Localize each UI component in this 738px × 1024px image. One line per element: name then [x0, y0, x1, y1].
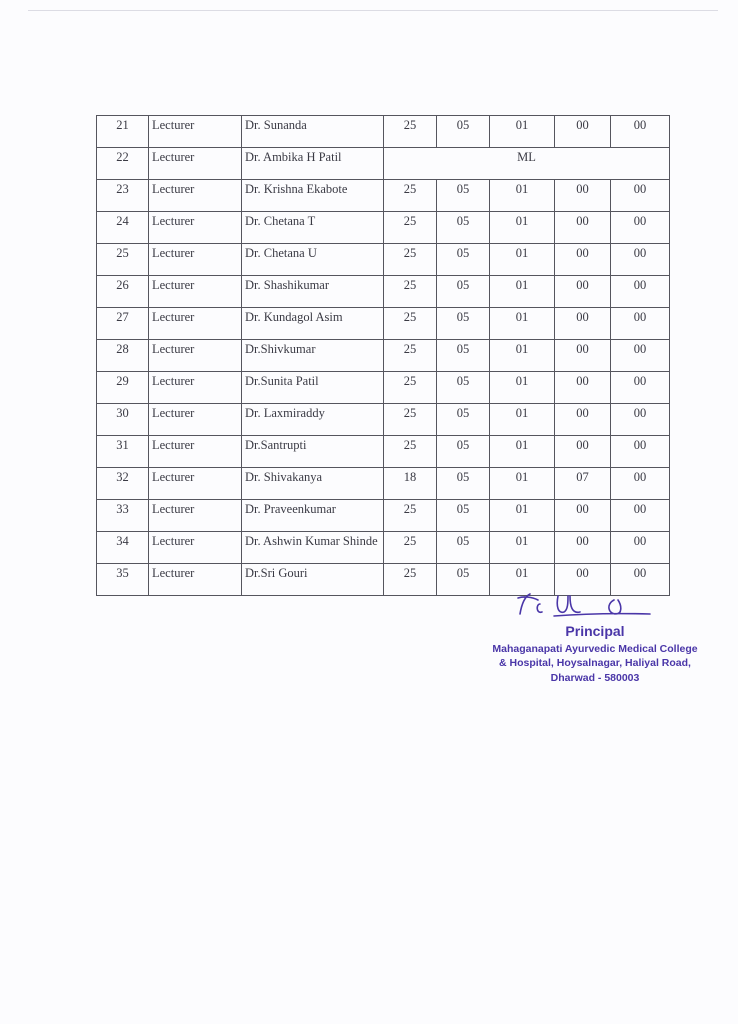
value-cell-2: 05 — [437, 276, 490, 308]
designation-cell: Lecturer — [149, 148, 242, 180]
value-cell-3: 01 — [490, 468, 555, 500]
stamp-line-3: Dharwad - 580003 — [550, 672, 640, 684]
value-cell-5: 00 — [611, 564, 670, 596]
name-cell: Dr. Praveenkumar — [242, 500, 384, 532]
table-row — [97, 212, 670, 244]
table-row — [97, 180, 670, 212]
name-cell: Dr.Santrupti — [242, 436, 384, 468]
value-cell-5: 00 — [611, 244, 670, 276]
value-cell-3: 01 — [490, 532, 555, 564]
serial-number: 33 — [97, 500, 149, 532]
value-cell-3: 01 — [490, 404, 555, 436]
value-cell-3: 01 — [490, 244, 555, 276]
stamp-line-1: Mahaganapati Ayurvedic Medical College — [492, 643, 698, 655]
value-cell-1: 25 — [384, 308, 437, 340]
value-cell-3: 01 — [490, 436, 555, 468]
value-cell-1: 25 — [384, 180, 437, 212]
value-cell-4: 00 — [555, 116, 611, 148]
stamp-line-2: & Hospital, Hoysalnagar, Haliyal Road, — [499, 657, 691, 669]
signature-icon — [510, 588, 660, 622]
value-cell-1: 25 — [384, 436, 437, 468]
value-cell-4: 00 — [555, 244, 611, 276]
value-cell-5: 00 — [611, 532, 670, 564]
name-cell: Dr. Shashikumar — [242, 276, 384, 308]
value-cell-5: 00 — [611, 500, 670, 532]
value-cell-4: 07 — [555, 468, 611, 500]
designation-cell: Lecturer — [149, 116, 242, 148]
name-cell: Dr. Chetana U — [242, 244, 384, 276]
value-cell-4: 00 — [555, 372, 611, 404]
designation-cell: Lecturer — [149, 308, 242, 340]
designation-cell: Lecturer — [149, 500, 242, 532]
table-row — [97, 340, 670, 372]
designation-cell: Lecturer — [149, 436, 242, 468]
value-cell-4: 00 — [555, 180, 611, 212]
name-cell: Dr.Shivkumar — [242, 340, 384, 372]
value-cell-5: 00 — [611, 468, 670, 500]
serial-number: 27 — [97, 308, 149, 340]
name-cell: Dr. Chetana T — [242, 212, 384, 244]
value-cell-1: 25 — [384, 244, 437, 276]
value-cell-5: 00 — [611, 404, 670, 436]
value-cell-2: 05 — [437, 340, 490, 372]
name-cell: Dr.Sunita Patil — [242, 372, 384, 404]
value-cell-3: 01 — [490, 308, 555, 340]
value-cell-4: 00 — [555, 564, 611, 596]
value-cell-2: 05 — [437, 564, 490, 596]
value-cell-2: 05 — [437, 500, 490, 532]
designation-cell: Lecturer — [149, 244, 242, 276]
name-cell: Dr. Ashwin Kumar Shinde — [242, 532, 384, 564]
designation-cell: Lecturer — [149, 532, 242, 564]
serial-number: 29 — [97, 372, 149, 404]
name-cell: Dr. Laxmiraddy — [242, 404, 384, 436]
value-cell-3: 01 — [490, 372, 555, 404]
table-row — [97, 148, 670, 180]
serial-number: 34 — [97, 532, 149, 564]
table-row — [97, 308, 670, 340]
value-cell-3: 01 — [490, 116, 555, 148]
value-cell-1: 25 — [384, 532, 437, 564]
table-row — [97, 532, 670, 564]
value-cell-2: 05 — [437, 244, 490, 276]
value-cell-2: 05 — [437, 532, 490, 564]
value-cell-4: 00 — [555, 308, 611, 340]
table-row — [97, 372, 670, 404]
serial-number: 26 — [97, 276, 149, 308]
value-cell-2: 05 — [437, 180, 490, 212]
value-cell-2: 05 — [437, 372, 490, 404]
value-cell-1: 18 — [384, 468, 437, 500]
value-cell-2: 05 — [437, 308, 490, 340]
table-row — [97, 116, 670, 148]
serial-number: 31 — [97, 436, 149, 468]
value-cell-1: 25 — [384, 372, 437, 404]
name-cell: Dr.Sri Gouri — [242, 564, 384, 596]
value-cell-5: 00 — [611, 212, 670, 244]
name-cell: Dr. Shivakanya — [242, 468, 384, 500]
value-cell-2: 05 — [437, 116, 490, 148]
value-cell-4: 00 — [555, 436, 611, 468]
table-row — [97, 244, 670, 276]
value-cell-3: 01 — [490, 564, 555, 596]
value-cell-5: 00 — [611, 436, 670, 468]
leave-status-cell: ML — [384, 148, 670, 180]
value-cell-3: 01 — [490, 340, 555, 372]
staff-table — [96, 115, 670, 596]
designation-cell: Lecturer — [149, 340, 242, 372]
value-cell-5: 00 — [611, 340, 670, 372]
value-cell-4: 00 — [555, 500, 611, 532]
value-cell-3: 01 — [490, 276, 555, 308]
table-row — [97, 436, 670, 468]
name-cell: Dr. Sunanda — [242, 116, 384, 148]
value-cell-1: 25 — [384, 276, 437, 308]
value-cell-5: 00 — [611, 308, 670, 340]
designation-cell: Lecturer — [149, 212, 242, 244]
serial-number: 28 — [97, 340, 149, 372]
table-row — [97, 500, 670, 532]
serial-number: 25 — [97, 244, 149, 276]
value-cell-3: 01 — [490, 180, 555, 212]
serial-number: 21 — [97, 116, 149, 148]
table-row — [97, 276, 670, 308]
value-cell-4: 00 — [555, 276, 611, 308]
designation-cell: Lecturer — [149, 180, 242, 212]
value-cell-2: 05 — [437, 212, 490, 244]
serial-number: 30 — [97, 404, 149, 436]
value-cell-1: 25 — [384, 212, 437, 244]
serial-number: 35 — [97, 564, 149, 596]
value-cell-1: 25 — [384, 404, 437, 436]
value-cell-2: 05 — [437, 436, 490, 468]
value-cell-4: 00 — [555, 212, 611, 244]
table-row — [97, 468, 670, 500]
principal-stamp — [470, 588, 720, 698]
value-cell-3: 01 — [490, 212, 555, 244]
designation-cell: Lecturer — [149, 276, 242, 308]
value-cell-1: 25 — [384, 116, 437, 148]
value-cell-5: 00 — [611, 116, 670, 148]
value-cell-2: 05 — [437, 404, 490, 436]
value-cell-1: 25 — [384, 564, 437, 596]
stamp-title: Principal — [565, 623, 625, 639]
serial-number: 24 — [97, 212, 149, 244]
serial-number: 22 — [97, 148, 149, 180]
serial-number: 23 — [97, 180, 149, 212]
value-cell-3: 01 — [490, 500, 555, 532]
value-cell-5: 00 — [611, 276, 670, 308]
page-top-edge — [28, 10, 718, 11]
table-row — [97, 404, 670, 436]
value-cell-5: 00 — [611, 180, 670, 212]
value-cell-1: 25 — [384, 500, 437, 532]
designation-cell: Lecturer — [149, 564, 242, 596]
name-cell: Dr. Krishna Ekabote — [242, 180, 384, 212]
value-cell-5: 00 — [611, 372, 670, 404]
designation-cell: Lecturer — [149, 404, 242, 436]
name-cell: Dr. Ambika H Patil — [242, 148, 384, 180]
value-cell-4: 00 — [555, 404, 611, 436]
designation-cell: Lecturer — [149, 468, 242, 500]
value-cell-2: 05 — [437, 468, 490, 500]
value-cell-4: 00 — [555, 340, 611, 372]
name-cell: Dr. Kundagol Asim — [242, 308, 384, 340]
value-cell-1: 25 — [384, 340, 437, 372]
designation-cell: Lecturer — [149, 372, 242, 404]
value-cell-4: 00 — [555, 532, 611, 564]
serial-number: 32 — [97, 468, 149, 500]
